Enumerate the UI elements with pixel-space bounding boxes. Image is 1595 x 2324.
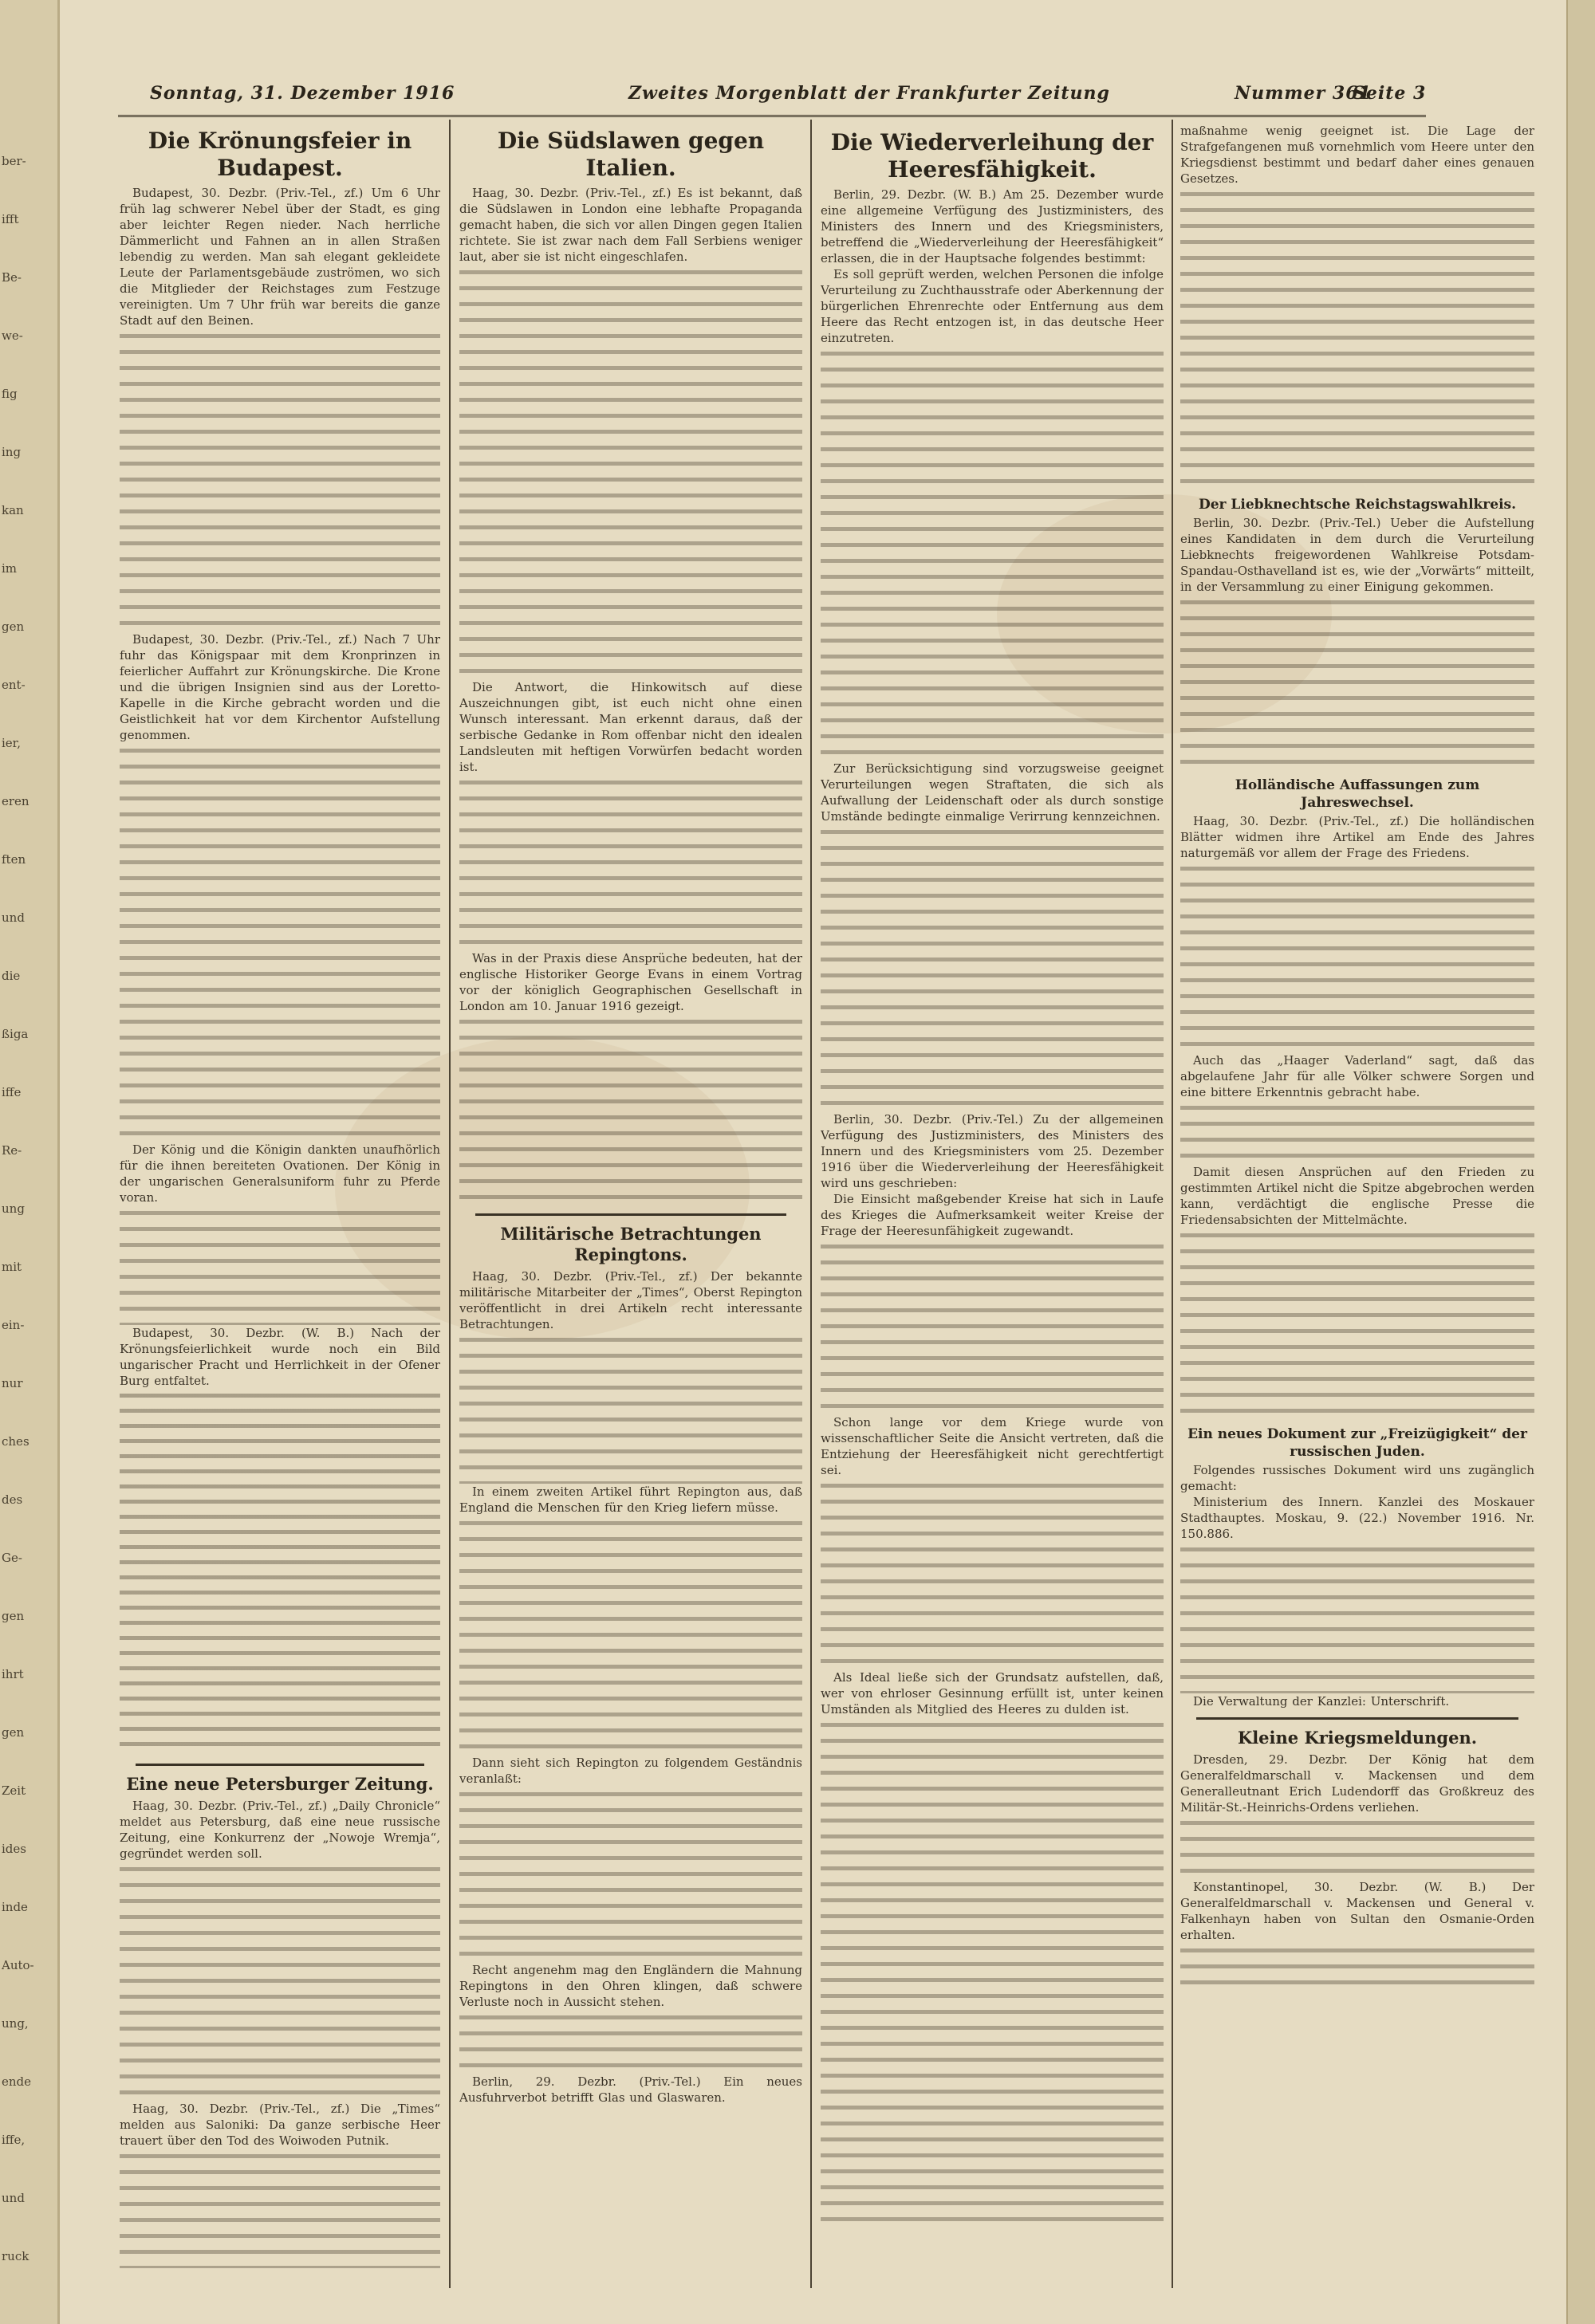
paragraph: Der König und die Königin dankten unaufhörlich für die ihnen bereiteten Ovationen. Der König in der ungarischen Generalsuniform fuhr zu Pferde voran. — [120, 1142, 440, 1205]
article-headline: Ein neues Dokument zur „Freizügigkeit“ der russischen Juden. — [1187, 1426, 1527, 1460]
masthead — [118, 78, 1426, 117]
edge-text-fragment: ing — [2, 445, 22, 459]
edge-text-fragment: und — [2, 2191, 25, 2205]
text-block — [1180, 1228, 1534, 1419]
text-block — [120, 2149, 440, 2268]
text-block — [459, 2010, 802, 2074]
edge-text-fragment: ches — [2, 1434, 30, 1449]
paragraph: Berlin, 30. Dezbr. (Priv.-Tel.) Ueber die Aufstellung eines Kandidaten in dem durch die Verurteilung Liebknechts freigewordenen Wahlkreise Potsdam-Spandau-Osthavelland ist es, wie der „Vorwärts“ mitteilt, in der Versammlung zu einer Einigung gekommen. — [1180, 516, 1534, 594]
text-block — [821, 1239, 1164, 1414]
edge-text-fragment: mit — [2, 1260, 22, 1274]
paragraph: Budapest, 30. Dezbr. (Priv.-Tel., zf.) Um 6 Uhr früh lag schwerer Nebel über der Stadt, es ging aber leichter Regen nieder. Nach herrliche Dämmerlicht und Fahnen an in allen Straßen lebendig zu werden. Man sah elegant gekleidete Leute der Parlamentsgebäude zuströmen, wo sich die Mitglieder der Reichstages zum Festzuge vereinigten. Um 7 Uhr früh war bereits die ganze Stadt auf den Beinen. — [120, 186, 440, 328]
paragraph: Haag, 30. Dezbr. (Priv.-Tel., zf.) Die holländischen Blätter widmen ihre Artikel am Ende des Jahres naturgemäß vor allem der Frage des Friedens. — [1180, 814, 1534, 860]
text-block — [120, 328, 440, 631]
text-block — [459, 1516, 802, 1755]
paragraph: Berlin, 29. Dezbr. (Priv.-Tel.) Ein neues Ausfuhrverbot betrifft Glas und Glaswaren. — [459, 2074, 802, 2105]
article-body — [1180, 813, 1534, 1419]
edge-text-fragment: ber- — [2, 154, 26, 168]
article-body — [459, 185, 802, 1205]
masthead-edition: Zweites Morgenblatt der Frankfurter Zeitung — [628, 83, 1110, 104]
paragraph: Folgendes russisches Dokument wird uns zugänglich gemacht: — [1180, 1463, 1534, 1493]
article-headline: Eine neue Petersburger Zeitung. — [126, 1774, 434, 1794]
paragraph: Ministerium des Innern. Kanzlei des Moskauer Stadthauptes. Moskau, 9. (22.) November 1916. Nr. 150.886. — [1180, 1495, 1534, 1541]
text-block — [120, 1205, 440, 1325]
paragraph: Dann sieht sich Repington zu folgendem Geständnis veranlaßt: — [459, 1756, 802, 1786]
text-block — [120, 1389, 440, 1756]
article-headline: Die Wiederverleihung der Heeresfähigkeit. — [830, 129, 1154, 183]
edge-text-fragment: we- — [2, 328, 23, 343]
paragraph: Die Antwort, die Hinkowitsch auf diese Auszeichnungen gibt, ist euch nicht ohne einen Wunsch interessant. Man erkennt daraus, daß der serbische Gedanke in Rom offenbar nicht den idealen Landsleuten mit heftigen Vorwürfen bedacht worden ist. — [459, 680, 802, 774]
edge-text-fragment: Ge- — [2, 1551, 22, 1565]
text-block — [459, 775, 802, 950]
section-divider — [1196, 1717, 1518, 1720]
section-divider — [475, 1213, 786, 1216]
section-divider — [136, 1764, 424, 1766]
paragraph: Berlin, 29. Dezbr. (W. B.) Am 25. Dezember wurde eine allgemeine Verfügung des Justizministers, des Ministers des Innern und des Kriegsministers, betreffend die „Wiederverleihung der Heeresfähigkeit“ erlassen, die in der Hauptsache folgendes bestimmt: — [821, 187, 1164, 265]
edge-text-fragment: ung, — [2, 2016, 29, 2031]
text-block — [821, 1478, 1164, 1669]
text-block — [1180, 1943, 1534, 1991]
edge-text-fragment: gen — [2, 1725, 25, 1740]
text-block — [459, 1787, 802, 1962]
edge-text-fragment: Be- — [2, 270, 22, 285]
edge-text-fragment: iffe — [2, 1085, 22, 1099]
paragraph: Auch das „Haager Vaderland“ sagt, daß das abgelaufene Jahr für alle Völker schwere Sorgen und eine bittere Erkenntnis gebracht habe. — [1180, 1053, 1534, 1099]
column-rule — [1172, 120, 1173, 2288]
edge-text-fragment: ihrt — [2, 1667, 24, 1681]
paragraph: Als Ideal ließe sich der Grundsatz aufstellen, daß, wer von ehrloser Gesinnung erfüllt ist, unter keinen Umständen als Mitglied des Heeres zu dulden ist. — [821, 1670, 1164, 1716]
edge-text-fragment: inde — [2, 1900, 28, 1914]
masthead-page: Seite 3 — [1353, 83, 1427, 104]
paragraph: In einem zweiten Artikel führt Repington aus, daß England die Menschen für den Krieg liefern müsse. — [459, 1484, 802, 1515]
edge-text-fragment: gen — [2, 619, 25, 634]
text-block — [459, 1014, 802, 1205]
text-block — [1180, 187, 1534, 490]
edge-text-fragment: des — [2, 1492, 23, 1507]
article-headline: Die Krönungsfeier in Budapest. — [148, 128, 412, 181]
edge-text-fragment: kan — [2, 503, 24, 517]
article-body — [1180, 1752, 1534, 1991]
text-block — [821, 346, 1164, 761]
edge-text-fragment: ides — [2, 1842, 26, 1856]
paragraph: Dresden, 29. Dezbr. Der König hat dem Generalfeldmarschall v. Mackensen und dem Generalleutnant Erich Ludendorff das Großkreuz des Militär-St.-Heinrichs-Ordens verliehen. — [1180, 1752, 1534, 1815]
paragraph: Schon lange vor dem Kriege wurde von wissenschaftlicher Seite die Ansicht vertreten, daß die Entziehung der Heeresfähigkeit nicht gerechtfertigt sei. — [821, 1415, 1164, 1477]
paragraph: Haag, 30. Dezbr. (Priv.-Tel., zf.) Der bekannte militärische Mitarbeiter der „Times“, Oberst Repington veröffentlicht in drei Artikeln recht interessante Betrachtungen. — [459, 1269, 802, 1331]
text-block — [1180, 1815, 1534, 1879]
edge-text-fragment: und — [2, 910, 25, 925]
paragraph: Die Verwaltung der Kanzlei: Unterschrift. — [1193, 1694, 1450, 1709]
text-block — [1180, 1542, 1534, 1693]
article-headline: Kleine Kriegsmeldungen. — [1237, 1728, 1478, 1748]
article-body — [120, 185, 440, 1756]
text-block — [459, 265, 802, 679]
text-block — [1180, 595, 1534, 770]
paragraph: Konstantinopel, 30. Dezbr. (W. B.) Der Generalfeldmarschall v. Mackensen und General v. Falkenhayn haben von Sultan den Osmanie-Orden erhalten. — [1180, 1880, 1534, 1942]
text-block — [459, 1332, 802, 1484]
article-headline: Holländische Auffassungen zum Jahreswechsel. — [1235, 777, 1480, 811]
previous-page-edge — [0, 0, 60, 2324]
article-body — [1180, 1462, 1534, 1709]
article-body — [1180, 515, 1534, 770]
article-headline: Der Liebknechtsche Reichstagswahlkreis. — [1198, 497, 1517, 513]
paragraph: Damit diesen Ansprüchen auf den Frieden zu gestimmten Artikel nicht die Spitze abgebrochen werden kann, verdächtigt die englische Presse die Friedensabsichten der Mittelmächte. — [1180, 1165, 1534, 1227]
paragraph: Die Einsicht maßgebender Kreise hat sich in Laufe des Krieges die Aufmerksamkeit weiter Kreise der Frage der Heeresunfähigkeit zugewandt. — [821, 1192, 1164, 1238]
paragraph: Zur Berücksichtigung sind vorzugsweise geeignet Verurteilungen wegen Straftaten, die sich als Aufwallung der Leidenschaft oder als durch sonstige Umstände bedingte einmalige Verirrung kennzeichnen. — [821, 761, 1164, 824]
text-block — [1180, 861, 1534, 1052]
article-body — [1180, 123, 1534, 490]
edge-text-fragment: die — [2, 969, 21, 983]
column-3 — [821, 123, 1164, 2291]
edge-text-fragment: ent- — [2, 678, 26, 692]
edge-text-fragment: ifft — [2, 212, 19, 226]
masthead-date: Sonntag, 31. Dezember 1916 — [150, 83, 455, 104]
text-block — [120, 743, 440, 1142]
text-block — [821, 1717, 1164, 2228]
binding-edge — [1566, 0, 1595, 2324]
edge-text-fragment: ruck — [2, 2249, 30, 2263]
edge-text-fragment: gen — [2, 1609, 25, 1623]
article-headline: Militärische Betrachtungen Repingtons. — [500, 1224, 762, 1264]
paragraph: Berlin, 30. Dezbr. (Priv.-Tel.) Zu der allgemeinen Verfügung des Justizministers, des Ministers des Innern und des Kriegsministers vom 25. Dezember 1916 über die Wiederverleihung der Heeresfähigkeit wird uns geschrieben: — [821, 1112, 1164, 1190]
article-headline: Die Südslawen gegen Italien. — [497, 128, 765, 181]
edge-text-fragment: ften — [2, 852, 26, 867]
edge-text-fragment: Zeit — [2, 1783, 26, 1798]
paragraph: Was in der Praxis diese Ansprüche bedeuten, hat der englische Historiker George Evans in einem Vortrag vor der königlich Geographischen Gesellschaft in London am 10. Januar 1916 gezeigt. — [459, 951, 802, 1013]
column-1 — [120, 123, 440, 2291]
edge-text-fragment: nur — [2, 1376, 23, 1390]
edge-text-fragment: eren — [2, 794, 30, 808]
edge-text-fragment: ein- — [2, 1318, 25, 1332]
article-body — [821, 187, 1164, 2228]
edge-text-fragment: iffe, — [2, 2133, 26, 2147]
edge-text-fragment: ier, — [2, 736, 21, 750]
paragraph: Haag, 30. Dezbr. (Priv.-Tel., zf.) „Daily Chronicle“ meldet aus Petersburg, daß eine neue russische Zeitung, eine Konkurrenz der „Nowoje Wremja“, gegründet werden soll. — [120, 1799, 440, 1861]
column-rule — [449, 120, 451, 2288]
edge-text-fragment: im — [2, 561, 18, 576]
edge-text-fragment: ung — [2, 1201, 25, 1216]
paragraph: Recht angenehm mag den Engländern die Mahnung Repingtons in den Ohren klingen, daß schwere Verluste noch in Aussicht stehen. — [459, 1963, 802, 2009]
paragraph: Haag, 30. Dezbr. (Priv.-Tel., zf.) Es ist bekannt, daß die Südslawen in London eine lebhafte Propaganda gemacht haben, die sich vor allen Dingen gegen Italien richtete. Sie ist zwar nach dem Fall Serbiens weniger laut, aber sie ist nicht eingeschlafen. — [459, 186, 802, 264]
paragraph: Budapest, 30. Dezbr. (W. B.) Nach der Krönungsfeierlichkeit wurde noch ein Bild ungarischer Pracht und Herrlichkeit in der Ofener Burg entfaltet. — [120, 1326, 440, 1388]
article-body — [120, 1798, 440, 2268]
masthead-number: Nummer 361 — [1235, 83, 1372, 104]
article-body — [459, 1268, 802, 2106]
edge-text-fragment: Re- — [2, 1143, 22, 1158]
paragraph: Es soll geprüft werden, welchen Personen die infolge Verurteilung zu Zuchthausstrafe oder Aberkennung der bürgerlichen Ehrenrechte oder Entfernung aus dem Heere das Recht entzogen ist, in das deutsche Heer einzutreten. — [821, 267, 1164, 345]
column-4 — [1180, 123, 1534, 2291]
text-block — [120, 1862, 440, 2101]
edge-text-fragment: fig — [2, 387, 18, 401]
text-block — [821, 824, 1164, 1111]
paragraph: Haag, 30. Dezbr. (Priv.-Tel., zf.) Die „Times“ melden aus Saloniki: Da ganze serbische Heer trauert über den Tod des Woiwoden Putnik. — [120, 2102, 440, 2148]
edge-text-fragment: ßiga — [2, 1027, 29, 1041]
edge-text-fragment: ende — [2, 2074, 32, 2089]
paragraph: Budapest, 30. Dezbr. (Priv.-Tel., zf.) Nach 7 Uhr fuhr das Königspaar mit dem Kronprinzen in feierlicher Auffahrt zur Krönungskirche. Die Krone und die übrigen Insignien sind aus der Loretto-Kapelle in die Kirche gebracht worden und die Geistlichkeit hat vor dem Kirchentor Aufstellung genommen. — [120, 632, 440, 742]
edge-text-fragment: Auto- — [2, 1958, 34, 1972]
paragraph: maßnahme wenig geeignet ist. Die Lage der Strafgefangenen muß vornehmlich vom Heere unter den Kriegsdienst bestimmt und bedarf daher eines genauen Gesetzes. — [1180, 124, 1534, 186]
column-rule — [810, 120, 812, 2288]
text-block — [1180, 1100, 1534, 1164]
column-2 — [459, 123, 802, 2291]
